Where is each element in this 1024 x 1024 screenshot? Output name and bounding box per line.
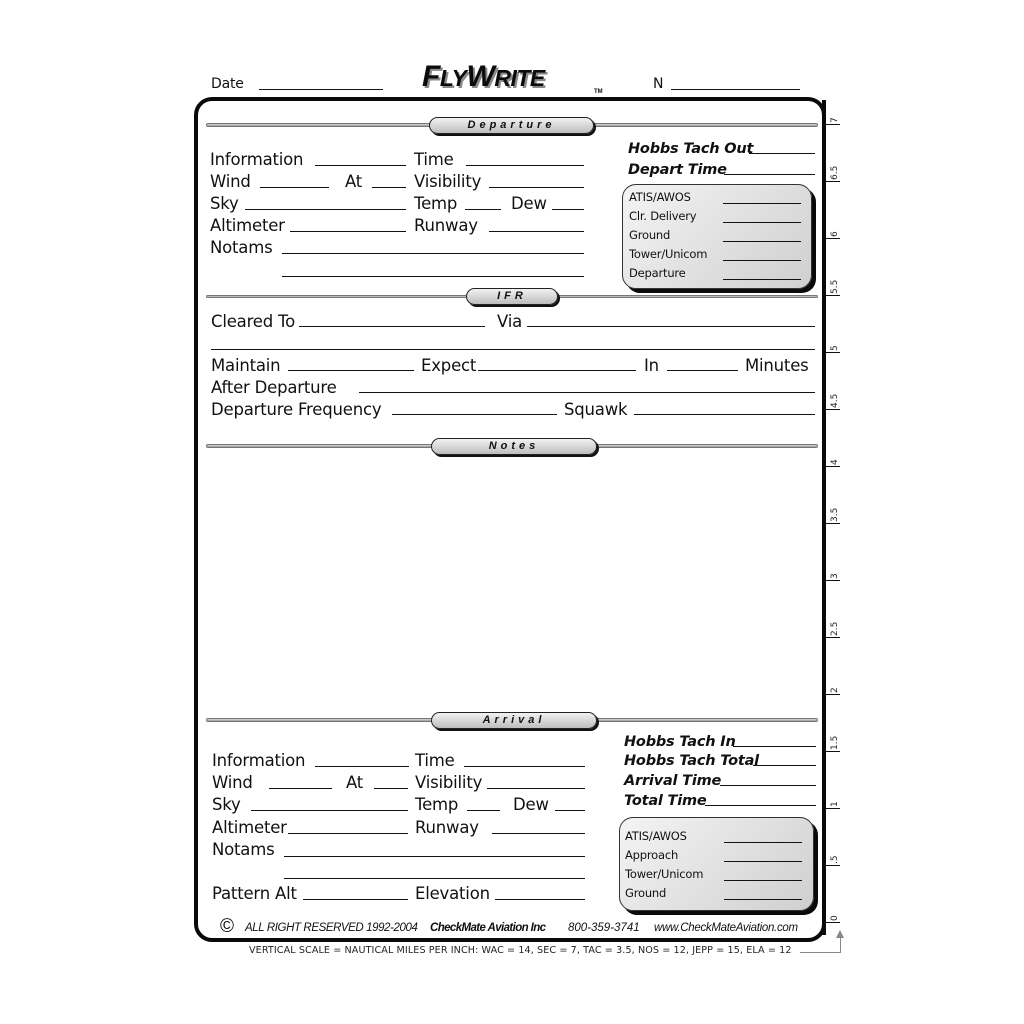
- freq-label: Tower/Unicom: [625, 867, 704, 881]
- dep-wind-field[interactable]: [260, 187, 329, 188]
- after-departure-field[interactable]: [359, 392, 815, 393]
- scale-arrow-line: [800, 952, 840, 953]
- ruler-tick-label: .5: [830, 855, 840, 864]
- ruler-tick-label: 1: [830, 801, 840, 807]
- arrival-time-field[interactable]: [720, 785, 816, 786]
- arr-notams-field[interactable]: [284, 856, 585, 857]
- dep-information-label: Information: [210, 150, 304, 169]
- ruler-tick: [826, 922, 840, 923]
- arr-dew-field[interactable]: [555, 810, 585, 811]
- depart-time-field[interactable]: [724, 174, 815, 175]
- arr-at-field[interactable]: [374, 788, 408, 789]
- cleared-to-field[interactable]: [299, 326, 485, 327]
- ruler-tick: [826, 751, 840, 752]
- date-label: Date: [211, 76, 244, 92]
- ifr-section-header: IFR: [466, 288, 558, 305]
- depart-time-label: Depart Time: [628, 162, 727, 178]
- ruler-tick: [826, 808, 840, 809]
- expect-field[interactable]: [478, 370, 636, 371]
- dep-visibility-label: Visibility: [414, 172, 482, 191]
- ruler-tick-label: 6.5: [830, 165, 840, 180]
- via-field[interactable]: [527, 326, 815, 327]
- arr-runway-label: Runway: [415, 818, 479, 837]
- in-minutes-field[interactable]: [667, 370, 738, 371]
- freq-atis-field[interactable]: [724, 842, 802, 843]
- cleared-to-label: Cleared To: [211, 312, 296, 331]
- freq-tower-field[interactable]: [724, 880, 802, 881]
- ruler-tick: [826, 409, 840, 410]
- ruler-tick: [826, 637, 840, 638]
- ruler-tick-label: 3: [830, 573, 840, 579]
- in-label: In: [644, 356, 659, 375]
- arr-sky-field[interactable]: [251, 810, 408, 811]
- ruler-tick: [826, 352, 840, 353]
- title-part: LY: [439, 65, 467, 91]
- tail-number-field[interactable]: [671, 89, 800, 90]
- title-letter: F: [422, 60, 440, 93]
- ruler-tick-label: 3.5: [830, 507, 840, 522]
- ruler-tick: [826, 865, 840, 866]
- arr-altimeter-field[interactable]: [288, 833, 408, 834]
- pattern-alt-field[interactable]: [303, 899, 408, 900]
- tail-number-label: N: [653, 76, 664, 92]
- maintain-field[interactable]: [288, 370, 414, 371]
- ruler-tick: [826, 181, 840, 182]
- freq-atis-field[interactable]: [723, 203, 801, 204]
- dep-temp-field[interactable]: [465, 209, 501, 210]
- notes-area[interactable]: [206, 462, 818, 702]
- dep-sky-label: Sky: [210, 194, 239, 213]
- arr-information-field[interactable]: [315, 766, 409, 767]
- arr-wind-field[interactable]: [269, 788, 332, 789]
- title-letter: W: [466, 60, 495, 93]
- dep-runway-field[interactable]: [489, 231, 584, 232]
- ruler-tick: [826, 694, 840, 695]
- arr-visibility-label: Visibility: [415, 773, 483, 792]
- ruler-tick: [826, 523, 840, 524]
- hobbs-tach-in-field[interactable]: [733, 746, 816, 747]
- scale-arrow-stem: [840, 936, 841, 953]
- ruler-tick-label: 5.5: [830, 279, 840, 294]
- dep-time-field[interactable]: [466, 165, 584, 166]
- dep-wind-label: Wind: [210, 172, 251, 191]
- via-label: Via: [497, 312, 523, 331]
- squawk-label: Squawk: [564, 400, 628, 419]
- squawk-field[interactable]: [634, 414, 815, 415]
- freq-label: Approach: [625, 848, 679, 862]
- dep-temp-label: Temp: [414, 194, 458, 213]
- dep-notams-label: Notams: [210, 238, 273, 257]
- hobbs-tach-in-label: Hobbs Tach In: [624, 734, 736, 750]
- dep-altimeter-field[interactable]: [290, 231, 406, 232]
- notes-section-header: Notes: [431, 438, 597, 455]
- ruler-tick: [826, 466, 840, 467]
- arr-wind-label: Wind: [212, 773, 253, 792]
- arr-runway-field[interactable]: [492, 833, 585, 834]
- arr-at-label: At: [346, 773, 364, 792]
- freq-approach-field[interactable]: [724, 861, 802, 862]
- dep-runway-label: Runway: [414, 216, 478, 235]
- arr-altimeter-label: Altimeter: [212, 818, 287, 837]
- freq-tower-field[interactable]: [723, 260, 801, 261]
- ruler-tick: [826, 238, 840, 239]
- hobbs-tach-total-field[interactable]: [753, 765, 816, 766]
- clearance-continuation-field[interactable]: [211, 349, 815, 350]
- dep-notams-field[interactable]: [282, 253, 584, 254]
- date-field[interactable]: [259, 89, 383, 90]
- dep-notams-field-2[interactable]: [282, 276, 584, 277]
- phone-number: 800-359-3741: [568, 922, 640, 934]
- hobbs-tach-out-label: Hobbs Tach Out: [628, 141, 754, 157]
- ruler-tick: [826, 295, 840, 296]
- total-time-field[interactable]: [705, 805, 816, 806]
- ruler-tick-label: 2: [830, 687, 840, 693]
- departure-frequency-field[interactable]: [392, 414, 557, 415]
- arr-notams-field-2[interactable]: [284, 878, 585, 879]
- title-part: RITE: [494, 65, 545, 91]
- freq-label: ATIS/AWOS: [625, 829, 687, 843]
- total-time-label: Total Time: [624, 793, 707, 809]
- ruler-tick-label: 2.5: [830, 621, 840, 636]
- freq-label: Ground: [629, 228, 671, 242]
- ruler-tick: [826, 580, 840, 581]
- vertical-scale-note: VERTICAL SCALE = NAUTICAL MILES PER INCH: WAC = 14, SEC = 7, TAC = 3.5, NOS = 12, JEPP = 15, ELA = 12: [249, 945, 792, 956]
- dep-information-field[interactable]: [315, 165, 406, 166]
- ruler-tick-label: 4.5: [830, 393, 840, 408]
- departure-section-header: Departure: [429, 117, 594, 134]
- trademark: TM: [594, 89, 603, 95]
- ruler-tick-label: 5: [830, 345, 840, 351]
- freq-label: Tower/Unicom: [629, 247, 708, 261]
- arr-dew-label: Dew: [513, 795, 549, 814]
- app-title: [422, 60, 545, 94]
- scale-arrow-up-icon: [836, 930, 844, 938]
- departure-frequency-label: Departure Frequency: [211, 400, 382, 419]
- freq-label: Clr. Delivery: [629, 209, 697, 223]
- dep-dew-field[interactable]: [552, 209, 584, 210]
- company-name: CheckMate Aviation Inc: [430, 922, 546, 934]
- dep-at-label: At: [345, 172, 363, 191]
- arr-information-label: Information: [212, 751, 306, 770]
- dep-sky-field[interactable]: [245, 209, 406, 210]
- ruler-tick-label: 1.5: [830, 735, 840, 750]
- departure-frequency-box: [622, 184, 812, 289]
- elevation-field[interactable]: [495, 899, 585, 900]
- freq-label: ATIS/AWOS: [629, 190, 691, 204]
- ruler-tick-label: 4: [830, 459, 840, 465]
- ruler-tick: [826, 124, 840, 125]
- arr-temp-field[interactable]: [467, 810, 500, 811]
- dep-time-label: Time: [414, 150, 454, 169]
- website-link[interactable]: www.CheckMateAviation.com: [654, 922, 798, 934]
- rights-text: ALL RIGHT RESERVED 1992-2004: [245, 922, 418, 934]
- dep-at-field[interactable]: [372, 187, 406, 188]
- arr-temp-label: Temp: [415, 795, 459, 814]
- dep-altimeter-label: Altimeter: [210, 216, 285, 235]
- freq-label: Ground: [625, 886, 667, 900]
- freq-departure-field[interactable]: [723, 279, 801, 280]
- expect-label: Expect: [421, 356, 477, 375]
- freq-label: Departure: [629, 266, 686, 280]
- elevation-label: Elevation: [415, 884, 490, 903]
- copyright-icon: ©: [220, 916, 234, 937]
- ruler-tick-label: 7: [830, 117, 840, 123]
- ruler-bar: [822, 100, 826, 935]
- hobbs-tach-out-field[interactable]: [749, 153, 815, 154]
- ruler-tick-label: 6: [830, 231, 840, 237]
- arr-time-field[interactable]: [464, 766, 585, 767]
- arr-sky-label: Sky: [212, 795, 241, 814]
- maintain-label: Maintain: [211, 356, 281, 375]
- arrival-time-label: Arrival Time: [624, 773, 722, 789]
- arrival-section-header: Arrival: [431, 712, 597, 729]
- freq-ground-field[interactable]: [723, 241, 801, 242]
- dep-dew-label: Dew: [511, 194, 547, 213]
- ruler-tick-label: 0: [830, 915, 840, 921]
- minutes-label: Minutes: [745, 356, 809, 375]
- arr-time-label: Time: [415, 751, 455, 770]
- dep-visibility-field[interactable]: [489, 187, 584, 188]
- pattern-alt-label: Pattern Alt: [212, 884, 297, 903]
- arr-visibility-field[interactable]: [487, 788, 585, 789]
- freq-clearance-field[interactable]: [723, 222, 801, 223]
- after-departure-label: After Departure: [211, 378, 337, 397]
- freq-ground-field[interactable]: [724, 899, 802, 900]
- arr-notams-label: Notams: [212, 840, 275, 859]
- arrival-frequency-box: [619, 817, 814, 911]
- hobbs-tach-total-label: Hobbs Tach Total: [624, 753, 759, 769]
